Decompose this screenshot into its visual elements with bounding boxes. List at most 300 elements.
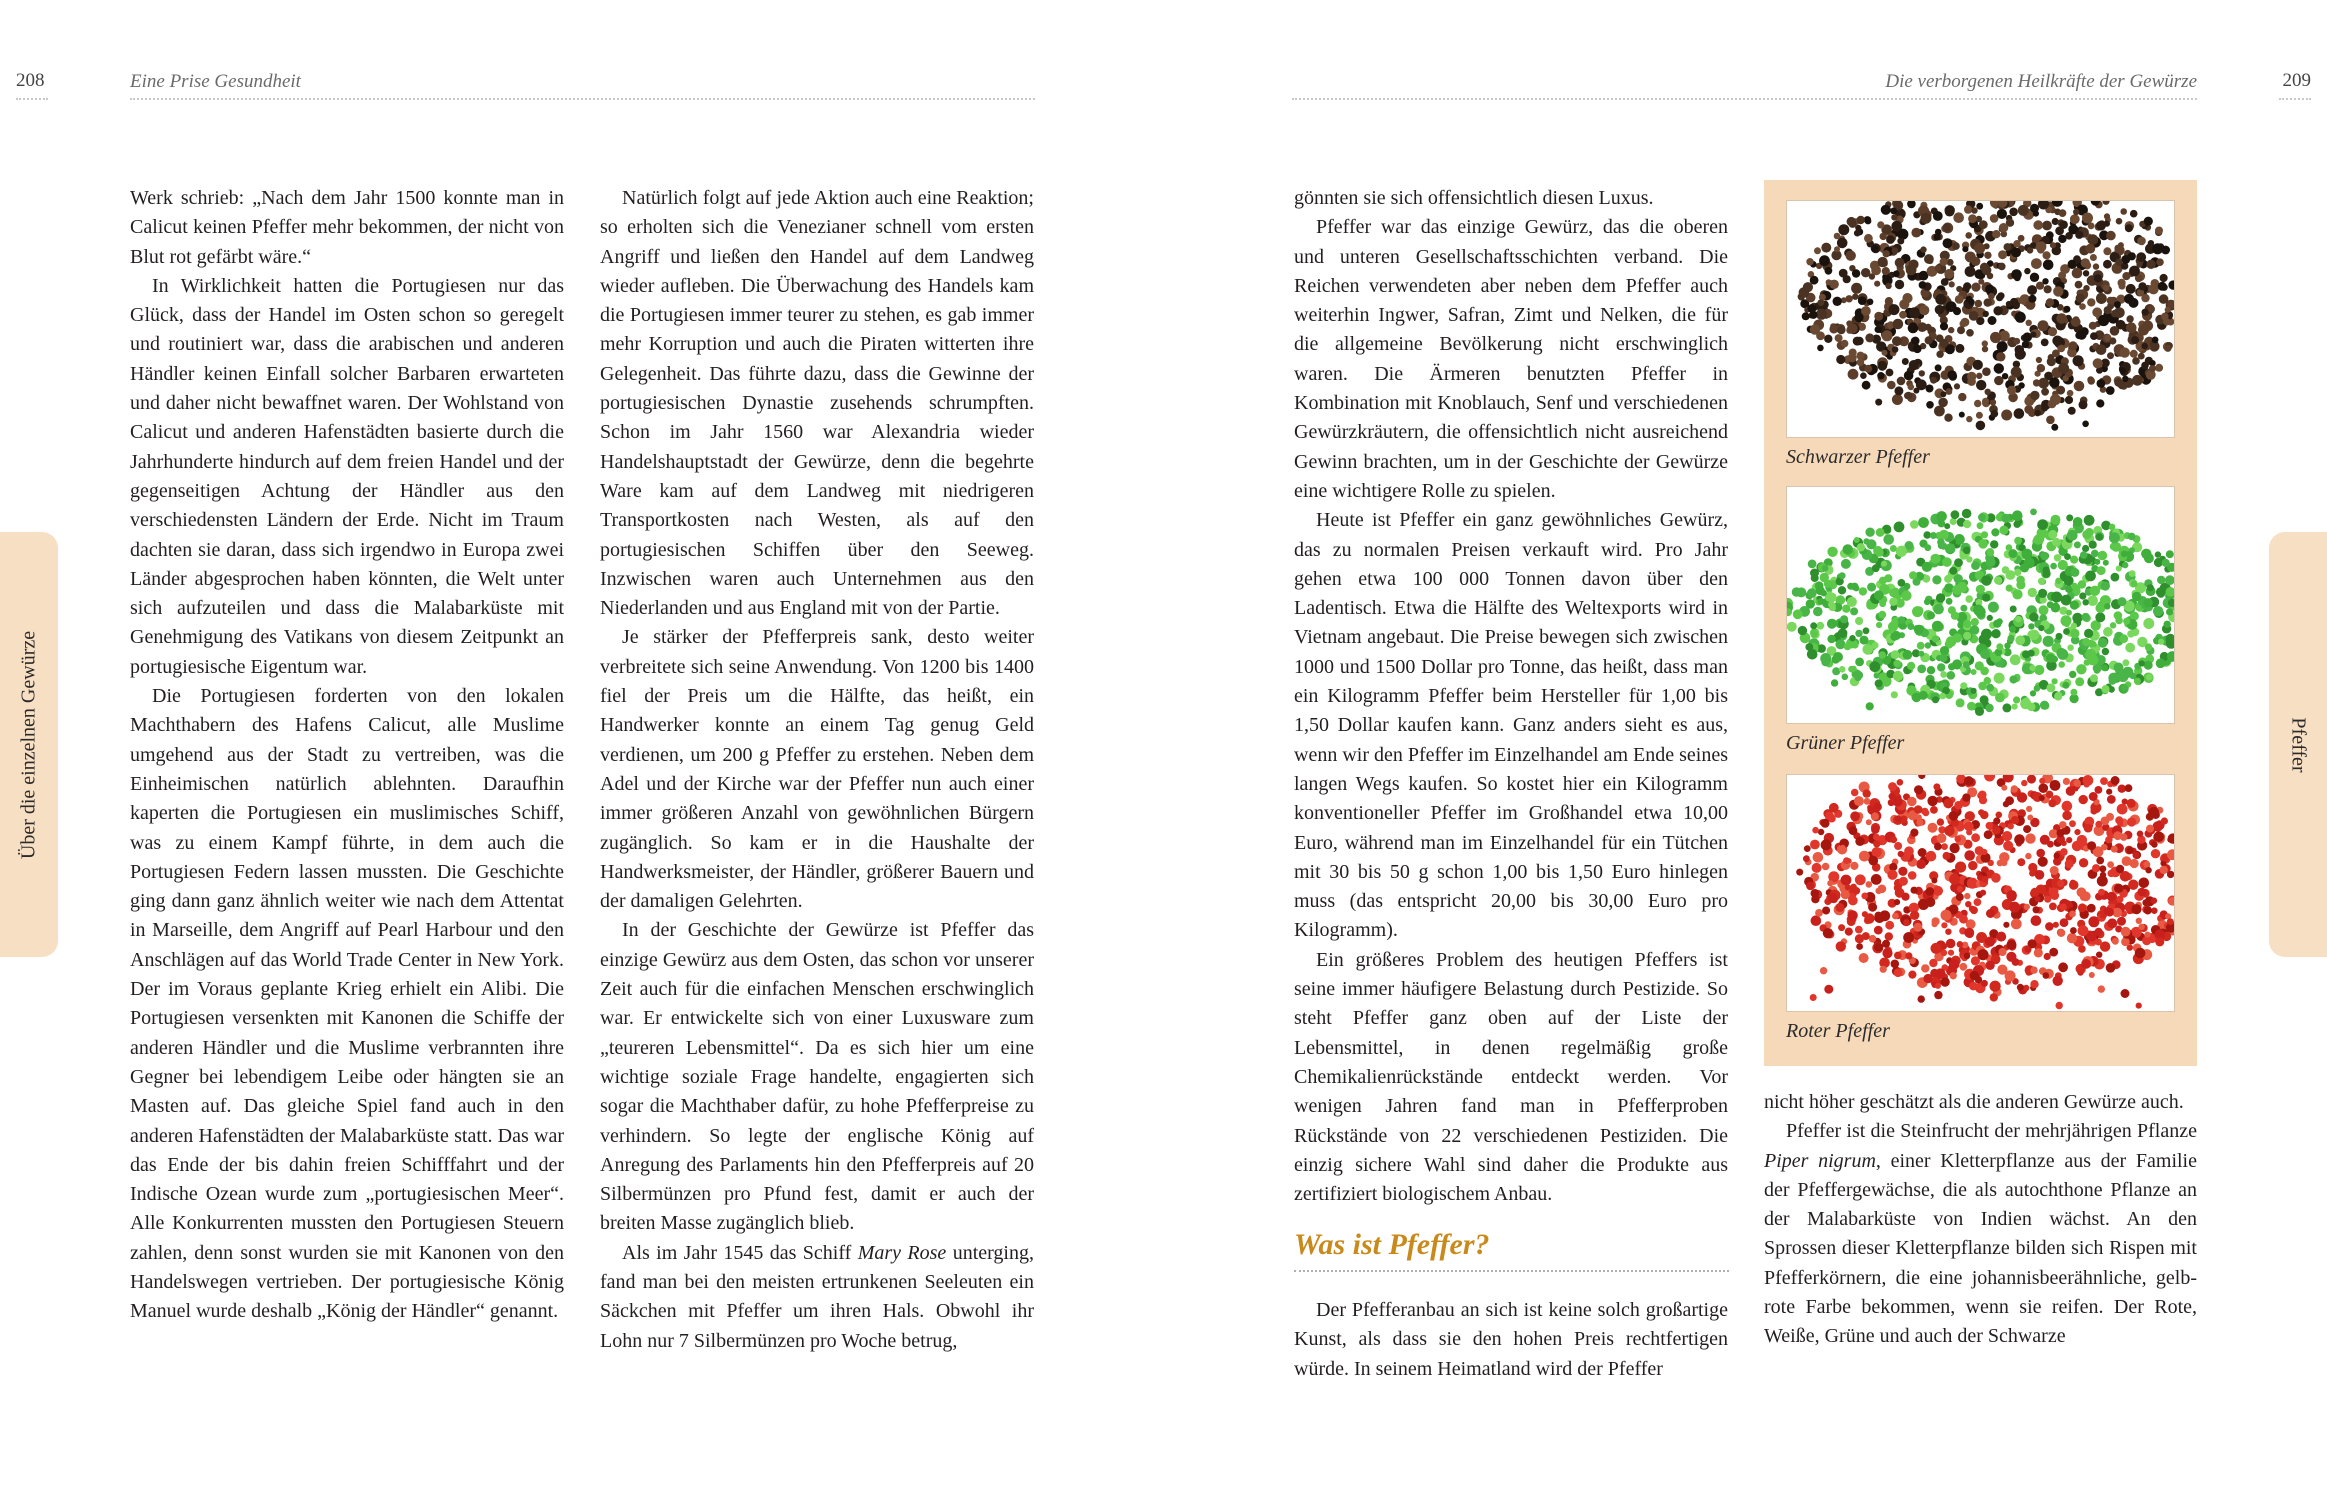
peppercorn: [1971, 283, 1980, 292]
peppercorn: [1893, 796, 1903, 806]
peppercorn: [1850, 884, 1857, 891]
peppercorn: [2144, 598, 2153, 607]
peppercorn: [2049, 377, 2060, 388]
peppercorn: [2050, 891, 2059, 900]
peppercorn: [1968, 214, 1977, 223]
peppercorn: [1910, 520, 1919, 529]
peppercorn: [1879, 651, 1886, 658]
peppercorn: [2090, 586, 2100, 596]
peppercorn: [2033, 220, 2043, 230]
side-tab-left[interactable]: [0, 532, 58, 957]
peppercorn: [1874, 926, 1883, 935]
peppercorn: [2057, 649, 2068, 660]
peppercorn: [1935, 305, 1945, 315]
peppercorn: [2108, 870, 2115, 877]
peppercorn: [2107, 892, 2116, 901]
peppercorn: [1940, 258, 1948, 266]
peppercorn: [1843, 544, 1853, 554]
peppercorn: [1926, 851, 1937, 862]
peppercorn: [1940, 646, 1949, 655]
peppercorn: [1855, 617, 1863, 625]
peppercorn: [1967, 377, 1976, 386]
stray-peppercorn: [2136, 1003, 2142, 1009]
peppercorn: [2039, 783, 2049, 793]
peppercorn: [1979, 220, 1988, 229]
peppercorn: [2002, 703, 2011, 712]
peppercorn: [1882, 267, 1890, 275]
peppercorn: [1971, 669, 1977, 675]
peppercorn: [2028, 650, 2035, 657]
peppercorn: [1847, 323, 1858, 334]
peppercorn: [2067, 645, 2073, 651]
peppercorn: [1841, 890, 1850, 899]
peppercorn: [2137, 831, 2144, 838]
peppercorn: [1992, 826, 2000, 834]
peppercorn: [1998, 948, 2006, 956]
peppercorn: [2164, 621, 2171, 628]
peppercorn: [2120, 208, 2127, 215]
peppercorn: [1802, 312, 1810, 320]
page-number-right: 209: [2282, 70, 2311, 91]
peppercorn: [2104, 306, 2112, 314]
peppercorn: [2069, 341, 2078, 350]
peppercorn: [2031, 915, 2042, 926]
peppercorn: [1947, 671, 1956, 680]
peppercorn: [2144, 661, 2153, 670]
stray-peppercorn: [1810, 994, 1817, 1001]
peppercorn: [2107, 861, 2114, 868]
peppercorn: [2073, 779, 2081, 787]
peppercorn: [2151, 849, 2160, 858]
black-pepper-photo: [1786, 200, 2175, 438]
peppercorn: [2031, 258, 2042, 269]
peppercorn: [2033, 379, 2040, 386]
peppercorn: [2054, 853, 2060, 859]
side-tab-right[interactable]: [2269, 532, 2327, 957]
peppercorn: [1991, 528, 1999, 536]
peppercorn: [2014, 408, 2025, 419]
peppercorn: [2003, 801, 2009, 807]
peppercorn: [2144, 932, 2150, 938]
stray-peppercorn: [1990, 993, 1998, 1001]
header-rule-left: [130, 98, 1035, 100]
peppercorn: [2003, 922, 2009, 928]
peppercorn: [2095, 786, 2103, 794]
peppercorn: [2028, 588, 2037, 597]
peppercorn: [1928, 823, 1938, 833]
peppercorn: [1919, 370, 1925, 376]
peppercorn: [1877, 372, 1884, 379]
peppercorn: [1787, 622, 1797, 632]
peppercorn: [2151, 898, 2157, 904]
peppercorn: [2030, 980, 2038, 988]
peppercorn: [1963, 632, 1971, 640]
peppercorn: [1926, 385, 1934, 393]
peppercorn: [1962, 793, 1970, 801]
peppercorn: [2145, 643, 2152, 650]
peppercorn: [1998, 250, 2007, 259]
peppercorn: [1930, 806, 1938, 814]
peppercorn: [2111, 310, 2119, 318]
peppercorn: [1944, 583, 1954, 593]
peppercorn: [1827, 880, 1833, 886]
paragraph: Natürlich folgt auf jede Aktion auch eine Reaktion; so erholten sich die Venezianer schnell vom ersten Angriff und ließen den Handel auf dem Landweg wieder aufleben. Die Überwachung des Handels kam die Portugiesen immer teurer zu stehen, es gab immer mehr Korruption und auch die Piraten witterten ihre Gelegenheit. Das führte dazu, dass die Gewinne der portugiesischen Dynastie zusehends schrumpften. Schon im Jahr 1560 war Alexandria wieder Handelshauptstadt der Gewürze, denn die begehrte Ware kam auf dem Landweg mit niedrigeren Transportkosten nach Westen, als auf den portugiesischen Schiffen über den Seeweg. Inzwischen waren auch Unternehmen aus den Niederlanden und aus England mit von der Partie.: [600, 187, 1034, 620]
peppercorn: [2106, 386, 2115, 395]
peppercorn: [2109, 524, 2116, 531]
peppercorn: [1934, 843, 1942, 851]
peppercorn: [2034, 665, 2044, 675]
peppercorn: [2090, 674, 2098, 682]
peppercorn: [2082, 530, 2091, 539]
peppercorn: [2039, 605, 2049, 615]
peppercorn: [1836, 355, 1845, 364]
peppercorn: [1886, 369, 1894, 377]
peppercorn: [1908, 871, 1917, 880]
peppercorn: [2011, 248, 2021, 258]
peppercorn: [2087, 234, 2098, 245]
peppercorn: [1941, 922, 1947, 928]
peppercorn: [1810, 840, 1820, 850]
peppercorn: [2028, 623, 2034, 629]
peppercorn: [2161, 246, 2170, 255]
peppercorn: [2043, 972, 2050, 979]
peppercorn: [1959, 915, 1968, 924]
peppercorn: [2121, 927, 2131, 937]
peppercorn: [1978, 514, 1986, 522]
peppercorn: [2129, 570, 2136, 577]
peppercorn: [1849, 826, 1858, 835]
peppercorn: [1990, 399, 1996, 405]
peppercorn: [2146, 813, 2154, 821]
peppercorn: [2121, 551, 2128, 558]
peppercorn: [1960, 682, 1967, 689]
peppercorn: [1878, 885, 1887, 894]
peppercorn: [2025, 853, 2031, 859]
peppercorn: [2149, 365, 2156, 372]
peppercorn: [2166, 550, 2174, 558]
peppercorn: [1849, 635, 1855, 641]
peppercorn: [1990, 214, 1999, 223]
peppercorn: [1893, 271, 1900, 278]
peppercorn: [1984, 252, 1991, 259]
stray-peppercorn: [2068, 407, 2076, 415]
peppercorn: [2087, 841, 2096, 850]
peppercorn: [1841, 559, 1851, 569]
peppercorn: [1991, 410, 1999, 418]
peppercorn: [1850, 811, 1860, 821]
peppercorn: [2094, 559, 2100, 565]
peppercorn: [2037, 519, 2048, 530]
peppercorn: [2060, 904, 2067, 911]
peppercorn: [2039, 778, 2045, 784]
stray-peppercorn: [1919, 691, 1928, 700]
header-rule-right-number: [2279, 98, 2311, 100]
peppercorn: [2017, 984, 2024, 991]
peppercorn: [2015, 635, 2025, 645]
peppercorn: [2109, 532, 2120, 543]
peppercorn: [1827, 893, 1837, 903]
peppercorn: [2093, 358, 2103, 368]
peppercorn: [1944, 826, 1955, 837]
peppercorn: [1946, 939, 1956, 949]
peppercorn: [1901, 591, 1911, 601]
peppercorn: [1985, 704, 1993, 712]
peppercorn: [1990, 540, 1998, 548]
peppercorn: [1798, 626, 1807, 635]
peppercorn: [2067, 933, 2077, 943]
peppercorn: [1960, 605, 1967, 612]
peppercorn: [2030, 509, 2037, 516]
peppercorn: [2114, 884, 2123, 893]
peppercorn: [1902, 358, 1909, 365]
peppercorn: [2160, 274, 2168, 282]
peppercorn: [2066, 786, 2076, 796]
peppercorn: [1937, 663, 1945, 671]
peppercorn: [1822, 863, 1830, 871]
peppercorn: [2035, 870, 2045, 880]
peppercorn: [1810, 324, 1820, 334]
peppercorn: [2084, 515, 2095, 526]
peppercorn: [2117, 917, 2126, 926]
peppercorn: [1926, 887, 1935, 896]
peppercorn: [1839, 572, 1846, 579]
peppercorn: [1918, 651, 1924, 657]
peppercorn: [1885, 932, 1893, 940]
peppercorn: [2079, 858, 2088, 867]
peppercorn: [1918, 775, 1925, 779]
peppercorn: [2029, 665, 2035, 671]
peppercorn: [2047, 357, 2056, 366]
stray-peppercorn: [2051, 424, 2058, 431]
peppercorn: [1838, 224, 1849, 235]
peppercorn: [2057, 829, 2065, 837]
peppercorn: [2024, 268, 2030, 274]
peppercorn: [2027, 775, 2036, 784]
peppercorn: [1861, 893, 1868, 900]
peppercorn: [2010, 606, 2017, 613]
peppercorn: [2014, 537, 2022, 545]
peppercorn: [1909, 322, 1917, 330]
peppercorn: [1954, 801, 1963, 810]
peppercorn: [1873, 840, 1880, 847]
peppercorn: [1986, 822, 1994, 830]
peppercorn: [1899, 546, 1907, 554]
peppercorn: [2114, 245, 2121, 252]
peppercorn: [2098, 638, 2108, 648]
peppercorn: [1948, 606, 1956, 614]
peppercorn: [1982, 876, 1989, 883]
peppercorn: [1985, 937, 1995, 947]
peppercorn: [2038, 589, 2047, 598]
peppercorn: [1808, 560, 1817, 569]
peppercorn: [1872, 847, 1882, 857]
peppercorn: [1962, 509, 1972, 519]
right-page-column-1: [1294, 184, 1728, 1214]
peppercorn: [1919, 281, 1927, 289]
peppercorn: [2070, 214, 2080, 224]
peppercorn: [1924, 254, 1934, 264]
peppercorn: [2043, 251, 2051, 259]
peppercorn: [2139, 878, 2150, 889]
peppercorn: [1894, 842, 1902, 850]
peppercorn: [1970, 971, 1979, 980]
peppercorn: [1994, 576, 2002, 584]
peppercorn: [1876, 549, 1884, 557]
peppercorn: [2054, 554, 2061, 561]
peppercorn: [2082, 613, 2090, 621]
peppercorn: [1957, 326, 1965, 334]
peppercorn: [2136, 918, 2142, 924]
peppercorn: [1907, 662, 1915, 670]
peppercorn: [2022, 341, 2029, 348]
peppercorn: [1874, 281, 1880, 287]
peppercorn: [1971, 618, 1979, 626]
peppercorn: [2142, 899, 2149, 906]
peppercorn: [1833, 652, 1843, 662]
peppercorn: [2070, 629, 2079, 638]
peppercorn: [2011, 816, 2019, 824]
peppercorn: [1999, 223, 2008, 232]
peppercorn: [1914, 805, 1923, 814]
peppercorn: [2069, 880, 2079, 890]
peppercorn: [1909, 260, 1919, 270]
peppercorn: [2011, 785, 2018, 792]
peppercorn: [1869, 856, 1879, 866]
peppercorn: [2060, 848, 2068, 856]
peppercorn: [2138, 888, 2147, 897]
peppercorn: [1911, 337, 1919, 345]
peppercorn: [1811, 915, 1822, 926]
peppercorn: [2096, 857, 2104, 865]
peppercorn: [2009, 208, 2018, 217]
peppercorn: [2125, 224, 2133, 232]
peppercorn: [2097, 566, 2106, 575]
peppercorn: [1916, 379, 1927, 390]
peppercorn: [1901, 893, 1909, 901]
peppercorn: [1935, 364, 1942, 371]
stray-peppercorn: [1918, 995, 1925, 1002]
peppercorn: [2141, 549, 2151, 559]
peppercorn: [2007, 940, 2017, 950]
peppercorn: [2049, 903, 2057, 911]
peppercorn: [1837, 238, 1848, 249]
stray-peppercorn: [2070, 689, 2077, 696]
peppercorn: [1994, 363, 2004, 373]
peppercorn: [2131, 336, 2139, 344]
stray-peppercorn: [1824, 985, 1833, 994]
peppercorn: [1823, 928, 1833, 938]
peppercorn: [1891, 221, 1902, 232]
peppercorn: [2147, 584, 2154, 591]
peppercorn: [1855, 926, 1863, 934]
peppercorn: [2115, 259, 2122, 266]
peppercorn: [2043, 260, 2054, 271]
peppercorn: [1996, 932, 2006, 942]
peppercorn: [2126, 284, 2136, 294]
peppercorn: [1933, 886, 1943, 896]
peppercorn: [2034, 410, 2041, 417]
peppercorn: [2148, 240, 2154, 246]
peppercorn: [1905, 952, 1912, 959]
peppercorn: [2065, 396, 2073, 404]
peppercorn: [2139, 660, 2145, 666]
peppercorn: [1919, 305, 1929, 315]
peppercorn: [1872, 642, 1879, 649]
peppercorn: [1916, 859, 1926, 869]
peppercorn: [1903, 650, 1913, 660]
running-head-right: Die verborgenen Heilkräfte der Gewürze: [1885, 71, 2197, 92]
peppercorn: [2158, 639, 2164, 645]
paragraph: Heute ist Pfeffer ein ganz gewöhnliches Gewürz, das zu normalen Preisen verkauft wird. Pro Jahr gehen etwa 100 000 Tonnen davon über den Ladentisch. Etwa die Hälfte des Weltexports wird in Vietnam angebaut. Die Preise bewegen sich zwischen 1000 und 1500 Dollar pro Tonne, das heißt, dass man ein Kilogramm Pfeffer beim Hersteller für 1,00 bis 1,50 Dollar kaufen kann. Ganz anders sieht es aus, wenn wir den Pfeffer im Einzelhandel am Ende seines langen Wegs kaufen. So kostet hier ein Kilogramm konventioneller Pfeffer im Großhandel etwa 10,00 Euro, während man im Einzelhandel für ein Tütchen mit 30 bis 50 g schon 1,00 bis 1,50 Euro hinlegen muss (das entspricht 20,00 bis 30,00 Euro pro Kilogramm).: [1294, 509, 1728, 942]
peppercorn: [2012, 704, 2018, 710]
peppercorn: [2048, 799, 2056, 807]
peppercorn: [1892, 336, 1902, 346]
peppercorn: [1891, 214, 1897, 220]
peppercorn: [2041, 552, 2049, 560]
peppercorn: [1864, 798, 1871, 805]
peppercorn: [1817, 644, 1826, 653]
stray-peppercorn: [2023, 697, 2030, 704]
peppercorn: [2087, 654, 2098, 665]
peppercorn: [2101, 844, 2108, 851]
peppercorn: [1953, 633, 1962, 642]
peppercorn: [2009, 675, 2017, 683]
peppercorn: [2005, 970, 2016, 981]
peppercorn: [1943, 223, 1951, 231]
peppercorn: [1807, 588, 1817, 598]
peppercorn: [2048, 327, 2057, 336]
peppercorn: [2163, 318, 2170, 325]
section-intro: [1294, 1296, 1728, 1386]
peppercorn: [1935, 294, 1946, 305]
peppercorn: [2040, 701, 2049, 710]
peppercorn: [1822, 565, 1828, 571]
peppercorn: [1939, 339, 1948, 348]
peppercorn: [2059, 209, 2067, 217]
stray-peppercorn: [2056, 1002, 2063, 1009]
peppercorn: [1937, 520, 1945, 528]
peppercorn: [1932, 921, 1938, 927]
peppercorn: [1885, 921, 1894, 930]
peppercorn: [2126, 315, 2133, 322]
peppercorn: [2116, 865, 2124, 873]
peppercorn: [2151, 907, 2158, 914]
peppercorn: [1908, 971, 1916, 979]
peppercorn: [1954, 558, 1963, 567]
peppercorn: [1869, 661, 1880, 672]
peppercorn: [1932, 575, 1941, 584]
peppercorn: [1871, 874, 1882, 885]
right-page-column-2: [1764, 1088, 2197, 1388]
peppercorn: [1899, 877, 1908, 886]
peppercorn: [1930, 377, 1937, 384]
peppercorn: [1892, 394, 1903, 405]
peppercorn: [1844, 643, 1852, 651]
peppercorn: [1850, 862, 1858, 870]
peppercorn: [2010, 654, 2021, 665]
peppercorn: [1925, 324, 1932, 331]
peppercorn: [1880, 233, 1887, 240]
peppercorn: [2138, 282, 2146, 290]
peppercorn: [1913, 345, 1922, 354]
peppercorn: [2034, 948, 2043, 957]
peppercorn: [2058, 661, 2065, 668]
peppercorn: [2008, 549, 2017, 558]
peppercorn: [2090, 807, 2097, 814]
peppercorn: [1985, 961, 1994, 970]
peppercorn: [1999, 526, 2008, 535]
peppercorn: [1982, 594, 1990, 602]
